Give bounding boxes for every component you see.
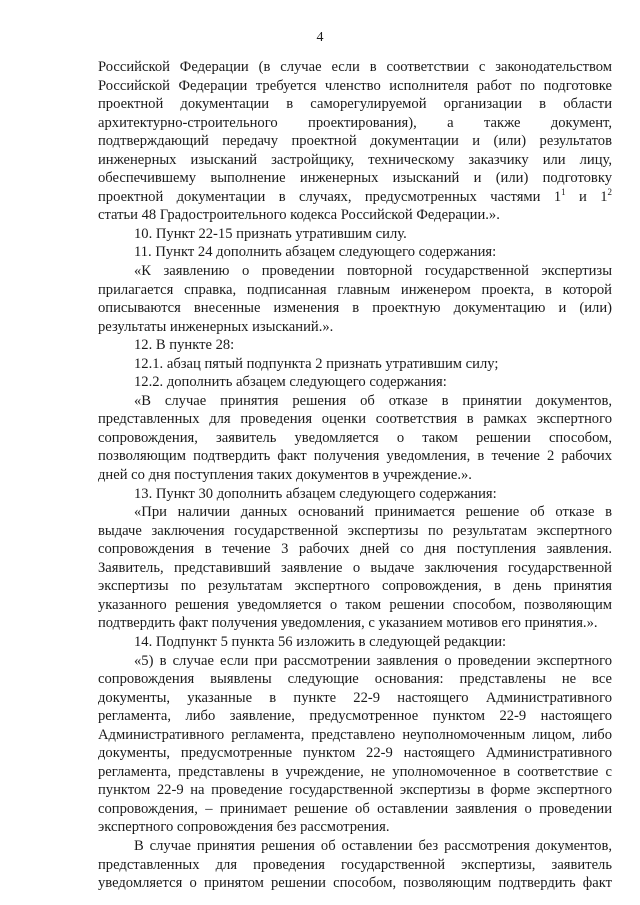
text-line: документы, указанные в пункте 22-9 настоящего Административного	[98, 689, 612, 706]
text-line: подтвердить факт получения уведомления, с указанием мотивов его принятия.».	[98, 615, 598, 632]
text-line: 13. Пункт 30 дополнить абзацем следующего содержания:	[134, 485, 497, 502]
text-line: пунктом 22-9 на проведение государственной экспертизы в форме экспертного	[98, 782, 612, 799]
text-line: экспертного сопровождения без рассмотрения.	[98, 819, 390, 836]
text-line: экспертизы по результатам экспертного сопровождения, в день принятия	[98, 578, 612, 595]
text-line: проектной документации в случаях, предусмотренных частями $1^1$ и $1^2$	[98, 186, 612, 205]
text-line: В случае принятия решения об оставлении без рассмотрения документов,	[134, 837, 612, 854]
text-line: документы, предусмотренные пунктом 22-9 настоящего Административного	[98, 745, 612, 762]
text-line: Заявитель, представивший заявление о выдаче заключения государственной	[98, 559, 612, 576]
text-line: 11. Пункт 24 дополнить абзацем следующего содержания:	[134, 244, 497, 261]
text-line: регламента, представлены в учреждение, не уполномоченное в соответствие с	[98, 763, 612, 780]
text-line: «5) в случае если при рассмотрении заявления о проведении экспертного	[134, 652, 612, 669]
text-line: дней со дня поступления таких документов в учреждение.».	[98, 467, 472, 484]
text-line: регламента, либо заявление, предусмотренное пунктом 22-9 настоящего	[98, 708, 612, 725]
text-line: 14. Подпункт 5 пункта 56 изложить в следующей редакции:	[134, 633, 507, 650]
text-line: «В случае принятия решения об отказе в принятии документов,	[134, 392, 612, 409]
text-line: представленных для проведения оценки соответствия в рамках экспертного	[98, 411, 612, 428]
text-line: подтверждающий передачу проектной документации и (или) результатов	[98, 133, 612, 150]
text-line: 12.1. абзац пятый подпункта 2 признать утратившим силу;	[134, 355, 499, 372]
text-line: Российской Федерации (в случае если в соответствии с законодательством	[98, 59, 612, 75]
text-line: уведомляется о принятом решении способом, позволяющим подтвердить факт	[98, 875, 612, 892]
text-line: позволяющим подтвердить факт получения уведомления, в течение 2 рабочих	[98, 448, 612, 465]
text-line: указанного решения уведомляется о таком решении способом, позволяющим	[98, 596, 612, 613]
text-line: сопровождения в течение 3 рабочих дней со дня поступления заявления.	[98, 541, 612, 558]
text-line: результаты инженерных изысканий.».	[98, 318, 334, 335]
text-line: 12. В пункте 28:	[134, 337, 235, 354]
text-line: сопровождения, – принимает решение об оставлении заявления о проведении	[98, 800, 612, 817]
text-line: выдаче заключения государственной экспертизы по результатам экспертного	[98, 522, 612, 539]
text-line: сопровождения, заявитель уведомляется о таком решении способом,	[98, 429, 612, 446]
text-line: «При наличии данных оснований принимается решение об отказе в	[134, 504, 612, 521]
text-line: Административного регламента, представлено неуполномоченным лицом, либо	[98, 726, 612, 743]
text-line: обеспечившему выполнение инженерных изысканий и (или) подготовку	[98, 170, 612, 187]
text-line: статьи 48 Градостроительного кодекса Российской Федерации.».	[98, 207, 500, 224]
text-line: инженерных изысканий застройщику, техническому заказчику или лицу,	[98, 151, 612, 168]
text-line: проектной документации в саморегулируемой организации в области	[98, 96, 612, 113]
text-line: представленных для проведения государственной экспертизы, заявитель	[98, 856, 612, 873]
text-line: Российской Федерации требуется членство исполнителя работ по подготовке	[98, 77, 612, 94]
text-line: прилагается справка, подписанная главным инженером проекта, в которой	[98, 281, 612, 298]
text-line: 12.2. дополнить абзацем следующего содержания:	[134, 374, 447, 391]
document-body	[98, 58, 612, 893]
text-line: описываются внесенные изменения в проектную документацию и (или)	[98, 300, 612, 317]
text-line: архитектурно-строительного проектирования), а также документ,	[98, 114, 612, 131]
page-number: 4	[316, 30, 324, 45]
text-line: сопровождения выявлены следующие основания: представлены не все	[98, 671, 612, 688]
text-line: 10. Пункт 22-15 признать утратившим силу.	[134, 225, 407, 242]
text-line: «К заявлению о проведении повторной государственной экспертизы	[134, 263, 612, 280]
